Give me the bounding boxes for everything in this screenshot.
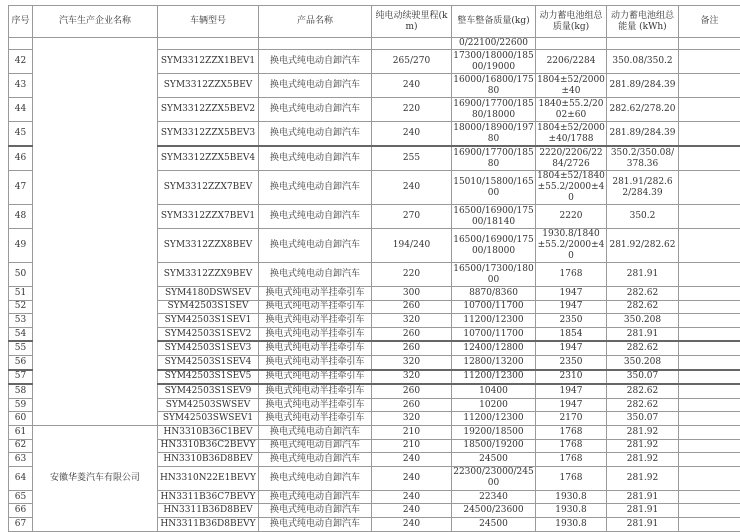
cell-notes <box>679 425 740 439</box>
cell-model: SYM42503S1SEV <box>158 300 259 314</box>
cell-mass: 16500/16900/17500/18000 <box>452 229 536 263</box>
header-row <box>9 6 740 38</box>
cell-battery-energy: 350.2 <box>607 205 679 229</box>
header-product: 产品名称 <box>259 6 372 38</box>
cell-mass: 24500 <box>452 453 536 467</box>
cell-mass: 12800/13200 <box>452 355 536 369</box>
cell-mass: 16900/17700/18580/18000 <box>452 98 536 122</box>
cell-battery-mass: 1804±52/2000±40 <box>536 74 607 98</box>
cell-mass: 22300/23000/24500 <box>452 466 536 490</box>
cell-range: 300 <box>372 287 452 301</box>
continuation-row <box>9 38 740 50</box>
cell-model: SYM3312ZZX5BEV <box>158 74 259 98</box>
cell-no: 53 <box>9 314 33 328</box>
cell-battery-mass: 2310 <box>536 370 607 385</box>
cell-no: 52 <box>9 300 33 314</box>
cell-range: 260 <box>372 341 452 355</box>
cell-no: 50 <box>9 263 33 287</box>
cell-product: 换电式纯电动自卸汽车 <box>259 263 372 287</box>
cell-no: 46 <box>9 146 33 171</box>
cell-battery-energy: 281.91 <box>607 263 679 287</box>
cell-product: 换电式纯电动自卸汽车 <box>259 171 372 205</box>
cell-battery-energy: 282.62 <box>607 287 679 301</box>
cell-notes <box>679 146 740 171</box>
cell-notes <box>679 384 740 398</box>
cell-range: 255 <box>372 146 452 171</box>
cell-product: 换电式纯电动自卸汽车 <box>259 98 372 122</box>
cell-battery-mass: 2220 <box>536 205 607 229</box>
cell-company <box>33 38 158 426</box>
cell-battery-energy: 282.62 <box>607 341 679 355</box>
cell-no: 49 <box>9 229 33 263</box>
cell-model: HN3310B36C2BEVY <box>158 439 259 453</box>
cell-model: SYM3312ZZX5BEV2 <box>158 98 259 122</box>
cell-battery-mass: 1768 <box>536 425 607 439</box>
cell-range: 210 <box>372 425 452 439</box>
cell-no: 64 <box>9 466 33 490</box>
cell-product: 换电式纯电动半挂牵引车 <box>259 341 372 355</box>
cell-product: 换电式纯电动自卸汽车 <box>259 205 372 229</box>
cell-notes <box>679 314 740 328</box>
cell-mass: 24500/23600 <box>452 504 536 518</box>
cell-range: 270 <box>372 205 452 229</box>
cell-battery-energy <box>607 38 679 50</box>
cell-battery-mass: 2170 <box>536 412 607 426</box>
cell-product: 换电式纯电动半挂牵引车 <box>259 287 372 301</box>
cell-mass: 16900/17700/18580 <box>452 146 536 171</box>
cell-range: 240 <box>372 466 452 490</box>
cell-notes <box>679 205 740 229</box>
cell-battery-energy: 282.62 <box>607 300 679 314</box>
cell-notes <box>679 38 740 50</box>
cell-mass: 16500/17300/18000 <box>452 263 536 287</box>
cell-mass: 8870/8360 <box>452 287 536 301</box>
cell-battery-mass: 1768 <box>536 263 607 287</box>
cell-notes <box>679 74 740 98</box>
cell-range: 240 <box>372 171 452 205</box>
cell-notes <box>679 370 740 385</box>
header-model: 车辆型号 <box>158 6 259 38</box>
cell-range: 240 <box>372 122 452 147</box>
cell-product: 换电式纯电动半挂牵引车 <box>259 300 372 314</box>
cell-range: 320 <box>372 370 452 385</box>
cell-range: 260 <box>372 384 452 398</box>
cell-battery-mass: 1854 <box>536 327 607 341</box>
cell-battery-mass: 1947 <box>536 341 607 355</box>
cell-range: 320 <box>372 314 452 328</box>
cell-mass: 17300/18000/18500/19000 <box>452 50 536 74</box>
cell-model: SYM42503S1SEV3 <box>158 341 259 355</box>
cell-product: 换电式纯电动半挂牵引车 <box>259 412 372 426</box>
cell-no: 47 <box>9 171 33 205</box>
cell-range: 240 <box>372 490 452 504</box>
cell-battery-energy: 350.08/350.2 <box>607 50 679 74</box>
cell-battery-energy: 281.89/284.39 <box>607 74 679 98</box>
cell-mass: 10400 <box>452 384 536 398</box>
cell-product: 换电式纯电动半挂牵引车 <box>259 370 372 385</box>
cell-model: SYM3312ZZX9BEV <box>158 263 259 287</box>
header-no: 序号 <box>9 6 33 38</box>
cell-notes <box>679 355 740 369</box>
cell-notes <box>679 171 740 205</box>
cell-range: 210 <box>372 439 452 453</box>
cell-product: 换电式纯电动自卸汽车 <box>259 74 372 98</box>
cell-model: SYM3312ZZX5BEV3 <box>158 122 259 147</box>
cell-model: HN3311B36D8BEVY <box>158 517 259 531</box>
cell-model: SYM42503S1SEV4 <box>158 355 259 369</box>
cell-product: 换电式纯电动自卸汽车 <box>259 425 372 439</box>
cell-battery-mass: 1930.8 <box>536 504 607 518</box>
cell-battery-mass: 2350 <box>536 355 607 369</box>
cell-battery-mass: 2206/2284 <box>536 50 607 74</box>
cell-notes <box>679 327 740 341</box>
cell-range: 260 <box>372 398 452 412</box>
cell-model: SYM42503S1SEV2 <box>158 327 259 341</box>
table-row <box>9 425 740 439</box>
cell-mass: 18500/19200 <box>452 439 536 453</box>
cell-product: 换电式纯电动自卸汽车 <box>259 490 372 504</box>
cell-no: 45 <box>9 122 33 147</box>
cell-model: SYM3312ZZX1BEV1 <box>158 50 259 74</box>
cell-product: 换电式纯电动半挂牵引车 <box>259 314 372 328</box>
cell-notes <box>679 412 740 426</box>
cell-battery-energy: 350.07 <box>607 412 679 426</box>
cell-battery-energy: 281.91 <box>607 517 679 531</box>
cell-range <box>372 38 452 50</box>
cell-range: 220 <box>372 263 452 287</box>
cell-battery-mass: 1768 <box>536 466 607 490</box>
cell-mass: 0/22100/22600 <box>452 38 536 50</box>
cell-product: 换电式纯电动自卸汽车 <box>259 453 372 467</box>
cell-product <box>259 38 372 50</box>
cell-no: 55 <box>9 341 33 355</box>
cell-battery-energy: 281.92 <box>607 453 679 467</box>
cell-battery-mass: 1840±55.2/2002±60 <box>536 98 607 122</box>
cell-notes <box>679 263 740 287</box>
cell-range: 320 <box>372 355 452 369</box>
cell-model: SYM3312ZZX5BEV4 <box>158 146 259 171</box>
cell-range: 320 <box>372 412 452 426</box>
cell-battery-energy: 282.62 <box>607 384 679 398</box>
cell-battery-energy: 281.91 <box>607 327 679 341</box>
cell-product: 换电式纯电动自卸汽车 <box>259 466 372 490</box>
cell-product: 换电式纯电动自卸汽车 <box>259 504 372 518</box>
cell-mass: 12400/12800 <box>452 341 536 355</box>
cell-mass: 22340 <box>452 490 536 504</box>
cell-battery-mass: 1804±52/2000±40/1788 <box>536 122 607 147</box>
header-mass: 整车整备质量(kg) <box>452 6 536 38</box>
cell-battery-mass: 2350 <box>536 314 607 328</box>
cell-company: 安徽华菱汽车有限公司 <box>33 425 158 531</box>
cell-battery-mass: 1768 <box>536 453 607 467</box>
cell-mass: 11200/12300 <box>452 370 536 385</box>
cell-no: 58 <box>9 384 33 398</box>
header-battery-mass: 动力蓄电池组总质量(kg) <box>536 6 607 38</box>
cell-no: 48 <box>9 205 33 229</box>
cell-battery-energy: 281.92 <box>607 439 679 453</box>
cell-battery-energy: 350.208 <box>607 314 679 328</box>
cell-range: 260 <box>372 300 452 314</box>
cell-product: 换电式纯电动半挂牵引车 <box>259 355 372 369</box>
cell-no: 44 <box>9 98 33 122</box>
cell-product: 换电式纯电动半挂牵引车 <box>259 398 372 412</box>
cell-product: 换电式纯电动自卸汽车 <box>259 122 372 147</box>
cell-range: 194/240 <box>372 229 452 263</box>
cell-no: 42 <box>9 50 33 74</box>
cell-no: 57 <box>9 370 33 385</box>
cell-product: 换电式纯电动自卸汽车 <box>259 50 372 74</box>
cell-model: HN3310B36D8BEV <box>158 453 259 467</box>
cell-range: 260 <box>372 327 452 341</box>
cell-no: 61 <box>9 425 33 439</box>
cell-battery-energy: 281.91 <box>607 504 679 518</box>
cell-product: 换电式纯电动半挂牵引车 <box>259 384 372 398</box>
cell-battery-energy: 281.92 <box>607 466 679 490</box>
cell-no: 56 <box>9 355 33 369</box>
cell-notes <box>679 466 740 490</box>
cell-range: 240 <box>372 504 452 518</box>
cell-no: 67 <box>9 517 33 531</box>
cell-product: 换电式纯电动半挂牵引车 <box>259 327 372 341</box>
cell-range: 240 <box>372 453 452 467</box>
cell-notes <box>679 490 740 504</box>
cell-range: 240 <box>372 517 452 531</box>
cell-model <box>158 38 259 50</box>
cell-mass: 10700/11700 <box>452 300 536 314</box>
cell-range: 240 <box>372 74 452 98</box>
cell-no: 43 <box>9 74 33 98</box>
cell-mass: 15010/15800/16500 <box>452 171 536 205</box>
cell-mass: 19200/18500 <box>452 425 536 439</box>
cell-model: HN3310N22E1BEVY <box>158 466 259 490</box>
cell-notes <box>679 517 740 531</box>
cell-battery-energy: 282.62/278.20 <box>607 98 679 122</box>
cell-battery-energy: 281.92/282.62 <box>607 229 679 263</box>
cell-battery-energy: 281.91 <box>607 490 679 504</box>
cell-no: 60 <box>9 412 33 426</box>
cell-range: 220 <box>372 98 452 122</box>
cell-battery-energy: 281.89/284.39 <box>607 122 679 147</box>
cell-notes <box>679 439 740 453</box>
cell-no: 51 <box>9 287 33 301</box>
cell-battery-energy: 350.208 <box>607 355 679 369</box>
cell-battery-mass: 1930.8 <box>536 517 607 531</box>
cell-model: SYM42503SWSEV1 <box>158 412 259 426</box>
cell-product: 换电式纯电动自卸汽车 <box>259 229 372 263</box>
cell-model: HN3311B36C7BEVY <box>158 490 259 504</box>
header-battery-energy: 动力蓄电池组总能量 (kWh) <box>607 6 679 38</box>
cell-mass: 16500/16900/17500/18140 <box>452 205 536 229</box>
cell-battery-mass <box>536 38 607 50</box>
cell-notes <box>679 341 740 355</box>
cell-model: HN3310B36C1BEV <box>158 425 259 439</box>
cell-mass: 16000/16800/17580 <box>452 74 536 98</box>
cell-model: SYM42503S1SEV1 <box>158 314 259 328</box>
cell-notes <box>679 287 740 301</box>
header-range: 纯电动续驶里程(km) <box>372 6 452 38</box>
cell-mass: 24500 <box>452 517 536 531</box>
cell-battery-mass: 2220/2206/2284/2726 <box>536 146 607 171</box>
cell-model: SYM3312ZZX7BEV <box>158 171 259 205</box>
cell-battery-mass: 1804±52/1840±55.2/2000±40 <box>536 171 607 205</box>
cell-model: SYM42503S1SEV9 <box>158 384 259 398</box>
cell-battery-mass: 1947 <box>536 287 607 301</box>
cell-notes <box>679 229 740 263</box>
cell-model: SYM3312ZZX7BEV1 <box>158 205 259 229</box>
cell-notes <box>679 300 740 314</box>
cell-mass: 11200/12300 <box>452 412 536 426</box>
cell-mass: 18000/18900/19780 <box>452 122 536 147</box>
header-notes: 备注 <box>679 6 740 38</box>
cell-battery-energy: 281.91/282.62/284.39 <box>607 171 679 205</box>
cell-battery-mass: 1947 <box>536 384 607 398</box>
cell-model: SYM3312ZZX8BEV <box>158 229 259 263</box>
cell-battery-energy: 350.2/350.08/378.36 <box>607 146 679 171</box>
cell-no: 54 <box>9 327 33 341</box>
cell-battery-mass: 1930.8/1840±55.2/2000±40 <box>536 229 607 263</box>
cell-battery-energy: 282.62 <box>607 398 679 412</box>
cell-mass: 11200/12300 <box>452 314 536 328</box>
cell-no: 62 <box>9 439 33 453</box>
cell-battery-mass: 1768 <box>536 439 607 453</box>
cell-no: 59 <box>9 398 33 412</box>
cell-model: SYM42503S1SEV5 <box>158 370 259 385</box>
cell-battery-energy: 281.92 <box>607 425 679 439</box>
cell-product: 换电式纯电动自卸汽车 <box>259 517 372 531</box>
vehicle-catalog-table <box>8 5 740 532</box>
header-company: 汽车生产企业名称 <box>33 6 158 38</box>
cell-mass: 10700/11700 <box>452 327 536 341</box>
cell-no: 65 <box>9 490 33 504</box>
cell-no: 63 <box>9 453 33 467</box>
cell-no <box>9 38 33 50</box>
cell-battery-energy: 350.07 <box>607 370 679 385</box>
cell-notes <box>679 50 740 74</box>
cell-notes <box>679 398 740 412</box>
cell-battery-mass: 1930.8 <box>536 490 607 504</box>
cell-notes <box>679 122 740 147</box>
cell-range: 265/270 <box>372 50 452 74</box>
cell-notes <box>679 98 740 122</box>
cell-battery-mass: 1947 <box>536 398 607 412</box>
cell-no: 66 <box>9 504 33 518</box>
cell-notes <box>679 453 740 467</box>
cell-mass: 10200 <box>452 398 536 412</box>
cell-model: SYM4180DSWSEV <box>158 287 259 301</box>
cell-product: 换电式纯电动自卸汽车 <box>259 439 372 453</box>
cell-battery-mass: 1947 <box>536 300 607 314</box>
cell-model: SYM42503SWSEV <box>158 398 259 412</box>
cell-model: HN3311B36D8BEV <box>158 504 259 518</box>
cell-product: 换电式纯电动自卸汽车 <box>259 146 372 171</box>
